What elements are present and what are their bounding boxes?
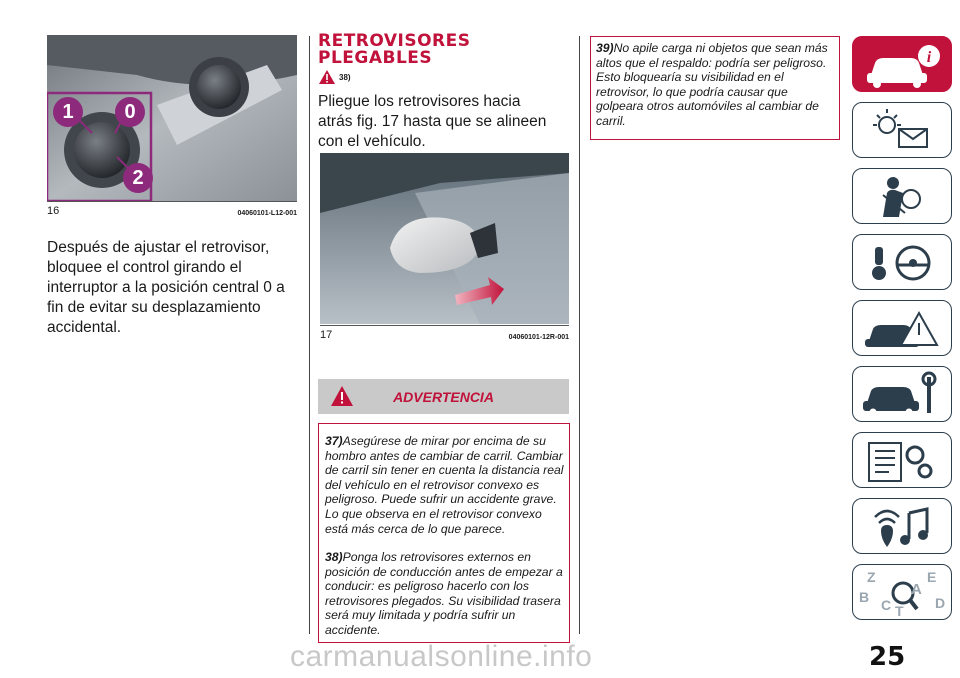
warning-triangle-icon xyxy=(318,69,336,85)
warning-box xyxy=(318,423,570,643)
warning-lights-icon xyxy=(853,103,953,159)
nav-tab-technical-data[interactable] xyxy=(852,432,952,488)
index-letter-b: B xyxy=(859,589,870,605)
figure-17-number: 17 xyxy=(320,329,333,341)
section-paragraph: Pliegue los retrovisores hacia atrás fig. 17 hasta que se alineen con el vehículo. xyxy=(318,93,547,150)
callout-1-label: 1 xyxy=(62,100,74,123)
warning-reference xyxy=(318,69,351,85)
warning-item-38 xyxy=(325,550,565,638)
index-letter-d: D xyxy=(935,595,946,611)
warning-item-37 xyxy=(325,434,565,536)
warning-item-38-text: Ponga los retrovisores externos en posición de conducción antes de empezar a conducir: es peligroso hacerlo con los retrovisores plegados. Su visibilidad trasera será muy limitada y podría sufrir un accidente. xyxy=(325,550,563,637)
figure-16-rule xyxy=(47,201,297,202)
caution-box xyxy=(590,36,840,140)
warning-reference-label: 38) xyxy=(339,72,351,82)
warning-header xyxy=(318,379,569,414)
figure-17-caption xyxy=(320,329,569,341)
technical-data-icon xyxy=(853,433,953,489)
callout-1 xyxy=(53,97,83,127)
maintenance-icon xyxy=(853,367,953,423)
figure-17-image xyxy=(320,153,569,324)
nav-tab-index[interactable] xyxy=(852,564,952,620)
section-title xyxy=(318,33,471,67)
nav-tab-starting-driving[interactable] xyxy=(852,234,952,290)
nav-tab-multimedia[interactable] xyxy=(852,498,952,554)
warning-item-37-num: 37) xyxy=(325,434,343,448)
callout-0-label: 0 xyxy=(124,100,136,123)
watermark-text: carmanualsonline.info xyxy=(290,640,593,673)
callout-2 xyxy=(123,163,153,193)
figure-16-caption xyxy=(47,205,297,217)
section-title-line2: PLEGABLES xyxy=(318,48,433,68)
page-number: 25 xyxy=(869,642,906,672)
figure-16-image xyxy=(47,35,297,201)
nav-tab-car-info[interactable] xyxy=(852,36,952,92)
steering-key-icon xyxy=(853,235,953,291)
column-divider-1 xyxy=(309,36,310,634)
emergency-icon xyxy=(853,301,953,357)
index-letter-e: E xyxy=(927,569,937,585)
callout-2-label: 2 xyxy=(132,166,144,189)
figure-16-code: 04060101-L12-001 xyxy=(237,210,297,217)
figure-17-code: 04060101-12R-001 xyxy=(508,334,569,341)
caution-item-39-num: 39) xyxy=(596,41,614,55)
caution-item-39-text: No apile carga ni objetos que sean más altos que el respaldo: podría ser peligroso. Esto bloquearía su visibilidad en el retrovisor, lo que podría causar que golpeara otros automóviles al cambiar de carril. xyxy=(596,41,828,128)
figure-16-number: 16 xyxy=(47,205,60,217)
warning-item-37-text: Asegúrese de mirar por encima de su hombro antes de cambiar de carril. Cambiar de carril sin tener en cuenta la distancia real del vehículo en el retrovisor convexo es peligroso. Puede sufrir un accidente grave. Lo que observa en el retrovisor convexo está más cerca de lo que parece. xyxy=(325,434,564,536)
index-letter-z: Z xyxy=(867,569,876,585)
svg-text:i: i xyxy=(926,49,932,66)
multimedia-icon xyxy=(853,499,953,555)
car-info-icon xyxy=(853,37,953,93)
index-letter-c: C xyxy=(881,597,892,613)
warning-item-38-num: 38) xyxy=(325,550,343,564)
warning-title: ADVERTENCIA xyxy=(393,389,494,405)
safety-airbag-icon xyxy=(853,169,953,225)
figure-17-rule xyxy=(320,325,569,326)
nav-tab-warning-lights[interactable] xyxy=(852,102,952,158)
caution-item-39 xyxy=(596,41,834,129)
nav-tab-maintenance[interactable] xyxy=(852,366,952,422)
nav-tab-safety[interactable] xyxy=(852,168,952,224)
nav-tab-emergency[interactable] xyxy=(852,300,952,356)
index-letter-a: A xyxy=(911,581,922,598)
index-letter-t: T xyxy=(895,603,904,619)
callout-0 xyxy=(115,97,145,127)
column-divider-2 xyxy=(579,36,580,634)
section-title-line1: RETROVISORES xyxy=(318,31,471,51)
column1-paragraph: Después de ajustar el retrovisor, bloquee el control girando el interruptor a la posición central 0 a fin de evitar su desplazamiento accidental. xyxy=(47,239,285,336)
